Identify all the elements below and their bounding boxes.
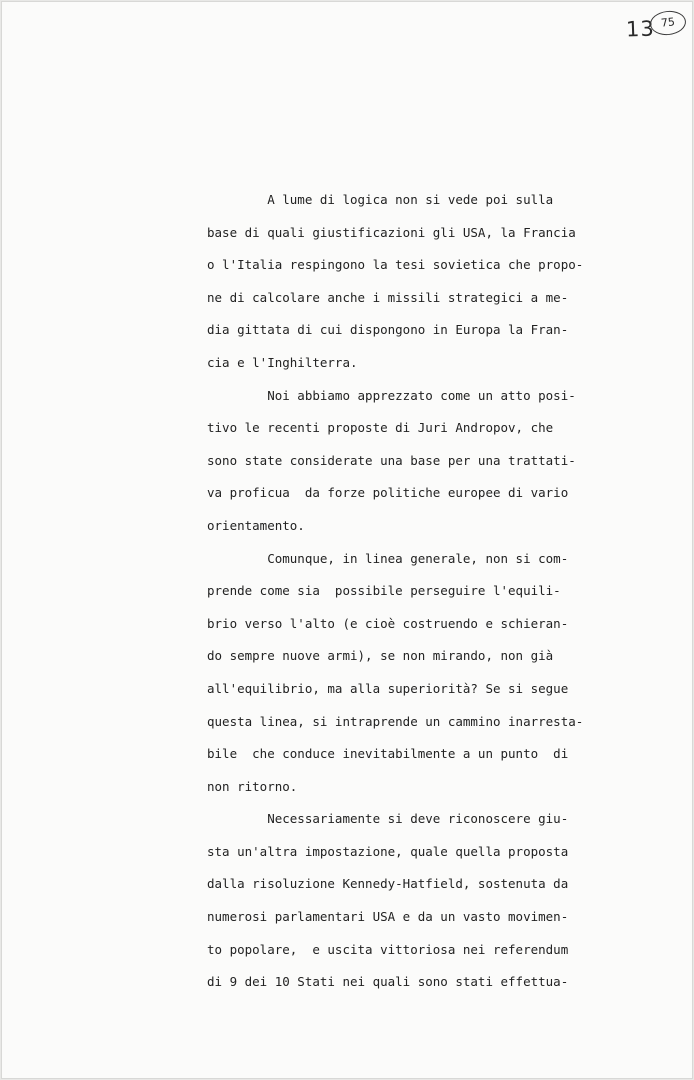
text-line: bile che conduce inevitabilmente a un punto di: [207, 746, 569, 762]
text-line: dalla risoluzione Kennedy-Hatfield, sostenuta da: [207, 876, 569, 892]
text-line: ne di calcolare anche i missili strategici a me-: [207, 289, 569, 305]
text-line: brio verso l'alto (e cioè costruendo e schieran-: [207, 615, 569, 631]
text-line: base di quali giustificazioni gli USA, la Francia: [207, 224, 576, 240]
circled-page-number: 75: [649, 9, 687, 37]
text-line: to popolare, e uscita vittoriosa nei referendum: [207, 941, 569, 957]
text-line: orientamento.: [207, 517, 305, 533]
text-line: do sempre nuove armi), se non mirando, non già: [207, 648, 554, 664]
paragraph: [207, 382, 576, 545]
page-number-annotation: [622, 11, 690, 45]
text-line: dia gittata di cui dispongono in Europa la Fran-: [207, 322, 569, 338]
paragraph: [207, 186, 584, 382]
text-line: numerosi parlamentari USA e da un vasto movimen-: [207, 909, 569, 925]
text-line: prende come sia possibile perseguire l'equili-: [207, 583, 561, 599]
text-line: cia e l'Inghilterra.: [207, 354, 358, 370]
handwritten-page-number: 13: [625, 16, 656, 42]
text-line: va proficua da forze politiche europee di vario: [207, 485, 569, 501]
text-line: Necessariamente si deve riconoscere giu-: [207, 811, 569, 827]
text-line: Comunque, in linea generale, non si com-: [207, 550, 569, 566]
text-line: sta un'altra impostazione, quale quella proposta: [207, 843, 569, 859]
text-line: di 9 dei 10 Stati nei quali sono stati effettua-: [207, 974, 569, 990]
text-line: tivo le recenti proposte di Juri Andropov, che: [207, 420, 554, 436]
paragraph: [207, 545, 584, 806]
document-page: [1, 1, 693, 1079]
paragraph: [207, 805, 567, 1001]
text-line: o l'Italia respingono la tesi sovietica che propo-: [207, 257, 584, 273]
text-line: Noi abbiamo apprezzato come un atto posi-: [207, 387, 576, 403]
typed-text-body: [207, 186, 584, 1001]
text-line: sono state considerate una base per una trattati-: [207, 452, 576, 468]
text-line: questa linea, si intraprende un cammino inarresta-: [207, 713, 584, 729]
text-line: all'equilibrio, ma alla superiorità? Se si segue: [207, 680, 569, 696]
text-line: A lume di logica non si vede poi sulla: [207, 192, 554, 207]
text-line: non ritorno.: [207, 778, 298, 794]
